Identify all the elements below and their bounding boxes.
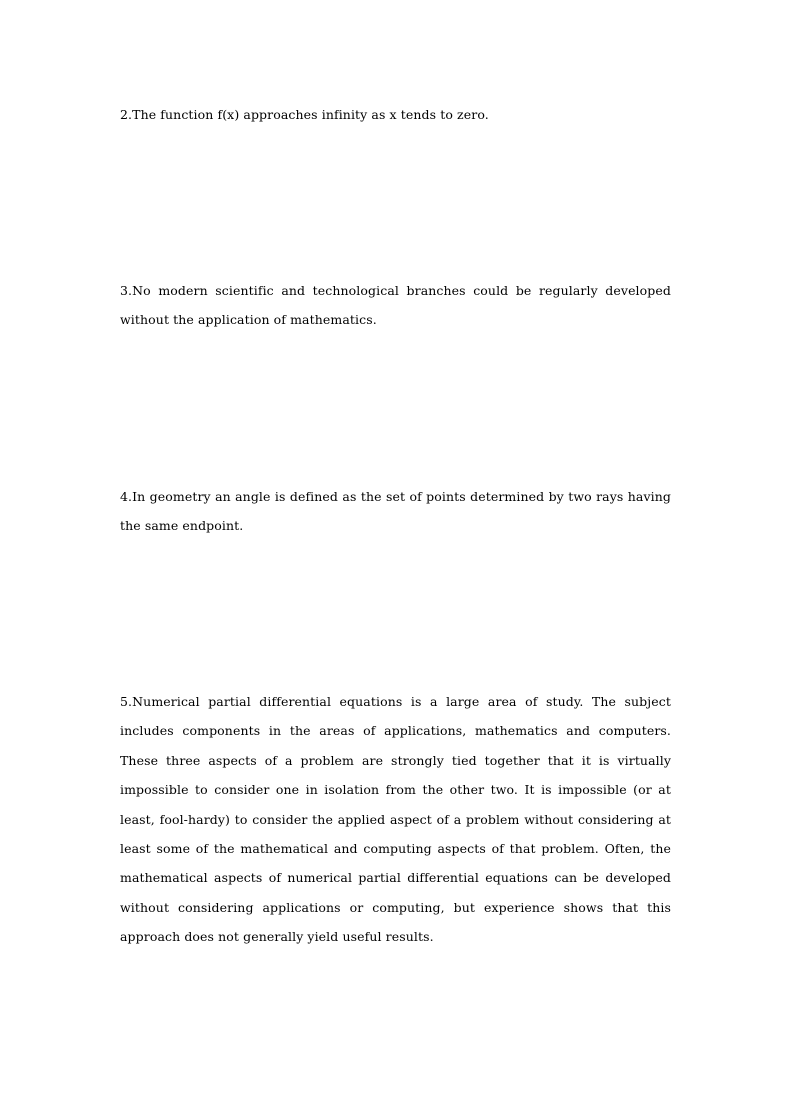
paragraph-4: 4.In geometry an angle is defined as the set of points determined by two rays having the same endpoint. xyxy=(120,489,671,534)
paragraph-5: 5.Numerical partial differential equations is a large area of study. The subject includes components in the areas of applications, mathematics and computers. These three aspects of a problem are strongly tied together that it is virtually impossible to consider one in isolation from the other two. It is impossible (or at least, fool-hardy) to consider the applied aspect of a problem without considering at least some of the mathematical and computing aspects of that problem. Often, the mathematical aspects of numerical partial differential equations can be developed without considering applications or computing, but experience shows that this approach does not generally yield useful results. xyxy=(120,694,671,945)
paragraph-3: 3.No modern scientific and technological branches could be regularly developed without the application of mathematics. xyxy=(120,283,671,328)
paragraph-2: 2.The function f(x) approaches infinity as x tends to zero. xyxy=(120,107,489,122)
